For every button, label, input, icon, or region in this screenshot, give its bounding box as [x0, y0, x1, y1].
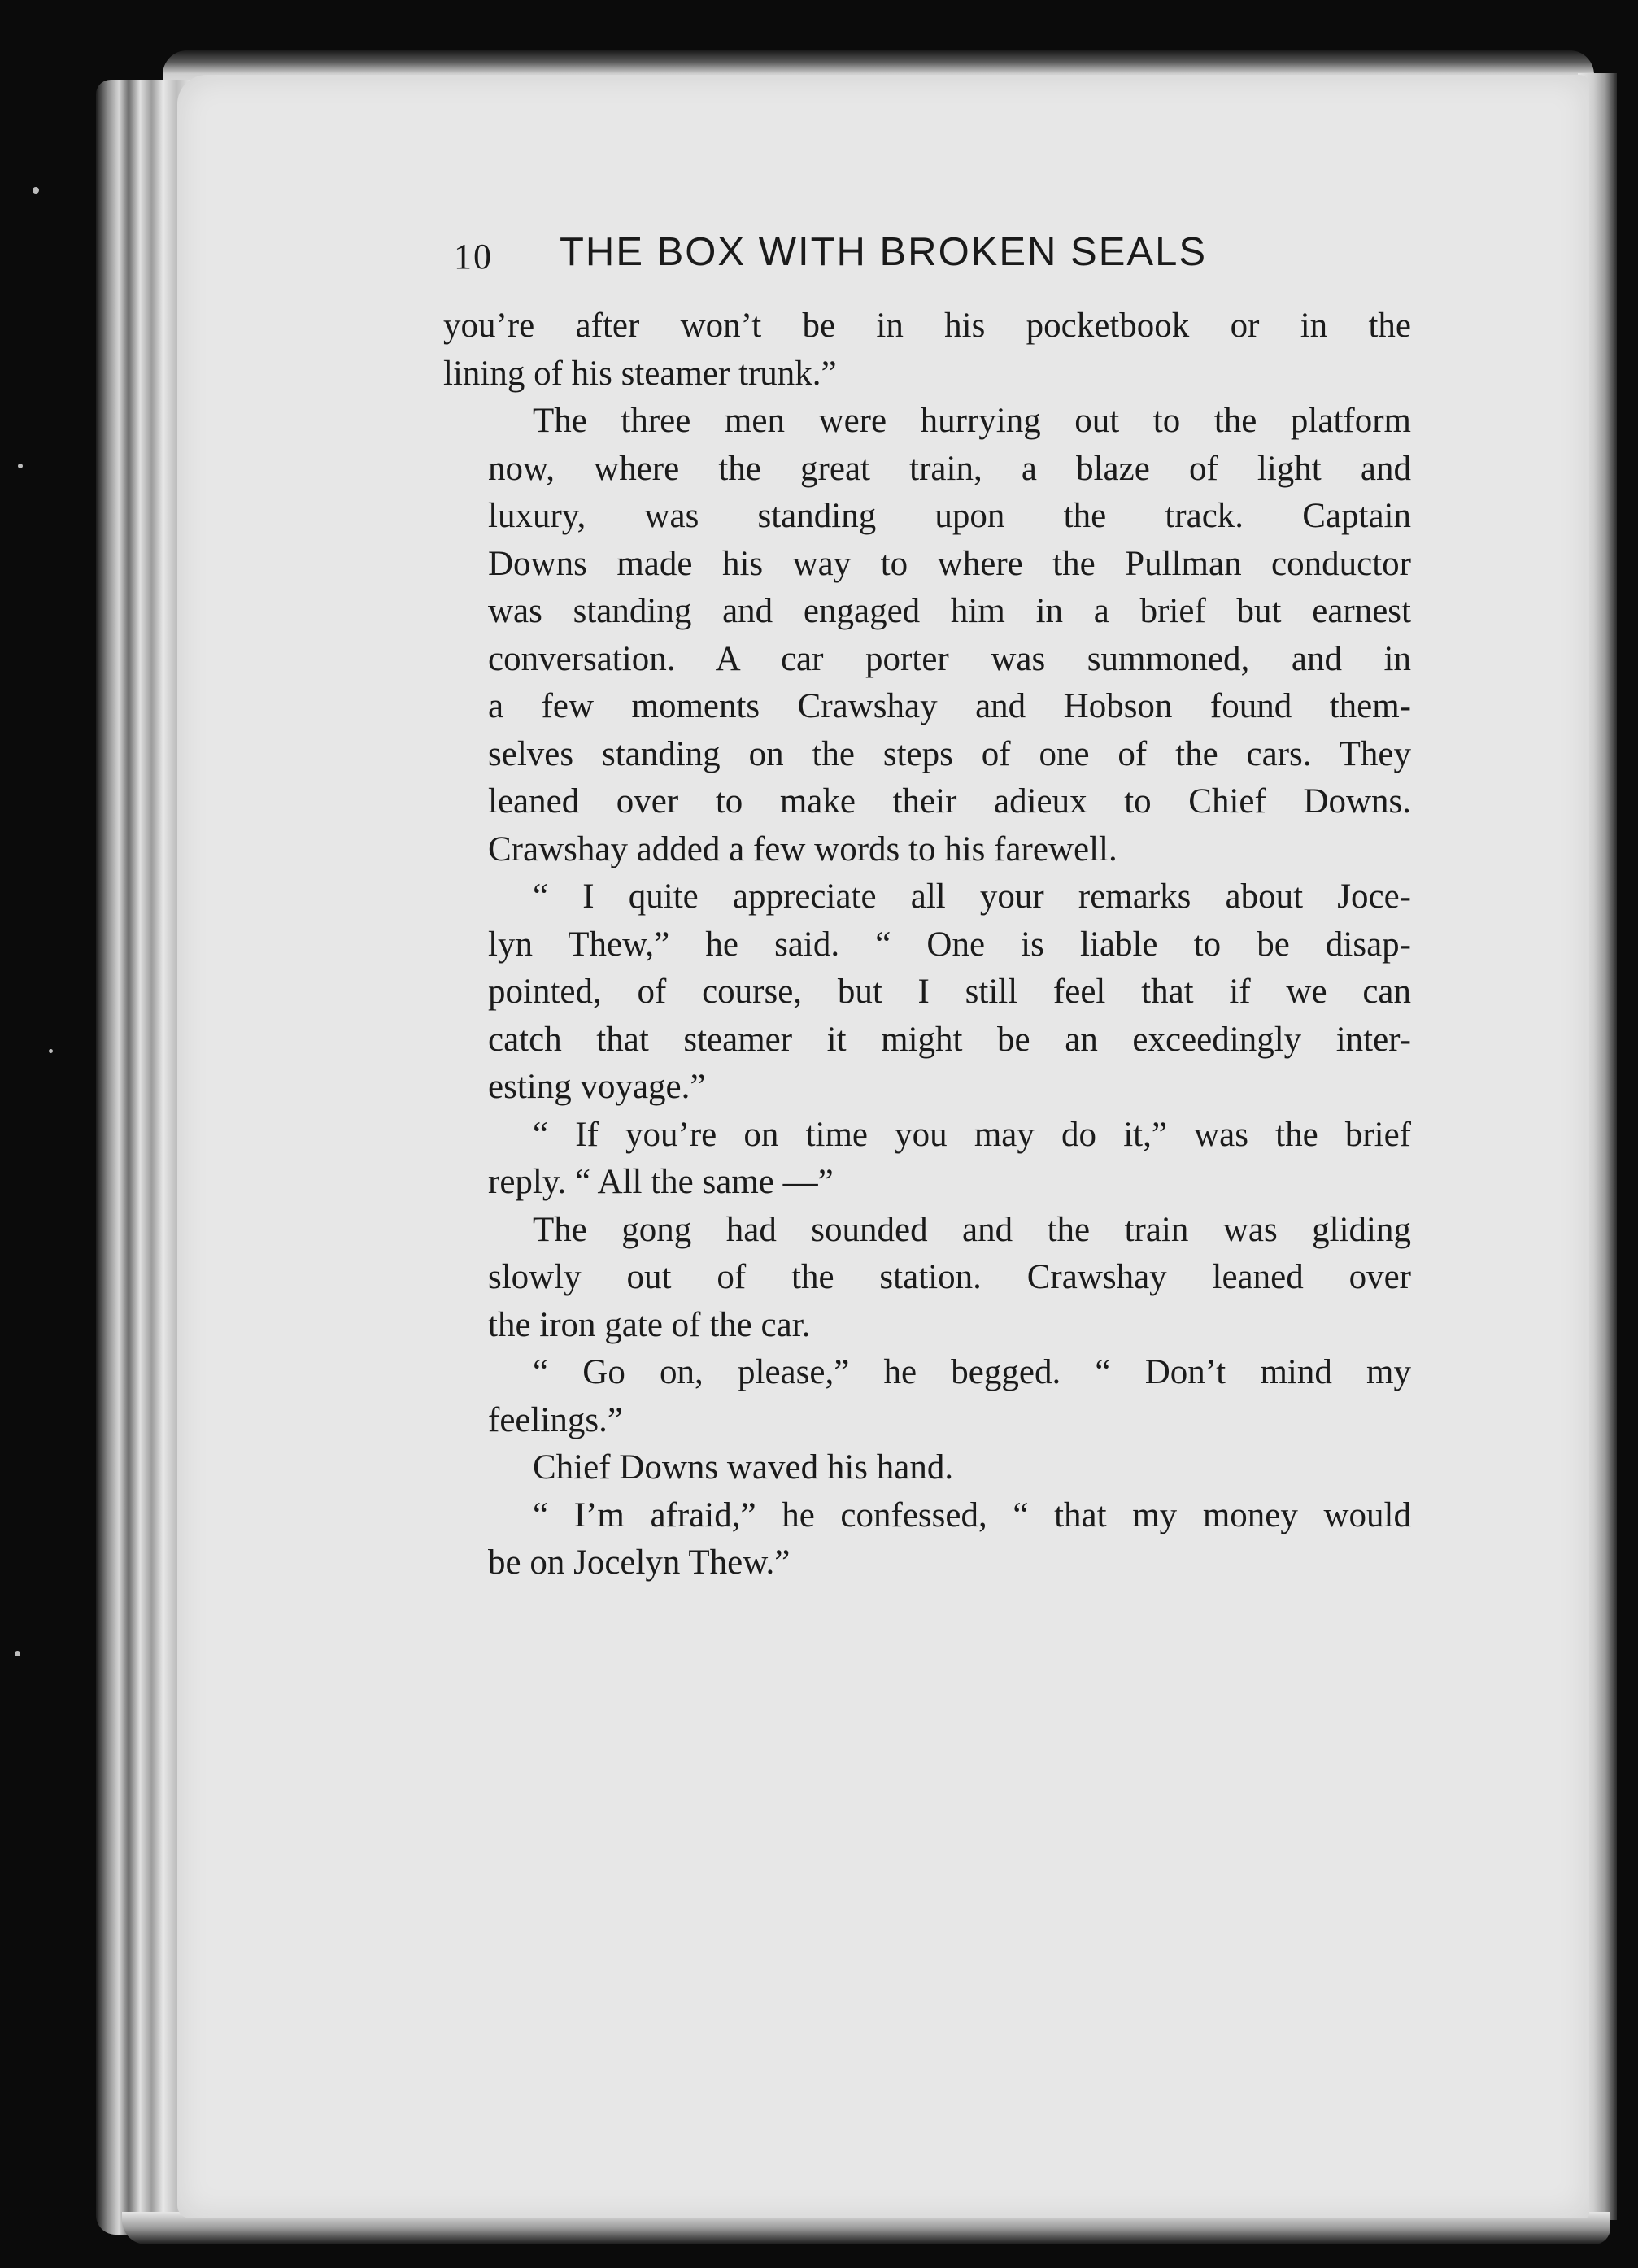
paragraph	[443, 873, 1411, 1112]
dust-speck	[33, 187, 39, 194]
text-line: selves standing on the steps of one of the cars. They	[488, 734, 1411, 773]
text-line: esting voyage.”	[488, 1068, 706, 1106]
paragraph	[443, 1112, 1411, 1207]
body-text	[443, 303, 1411, 1587]
running-header	[454, 229, 1316, 286]
text-line: conversation. A car porter was summoned, and in	[488, 639, 1411, 678]
paragraph	[443, 1444, 1411, 1492]
text-line: lyn Thew,” he said. “ One is liable to be disap-	[488, 925, 1411, 964]
text-line: “ I’m afraid,” he confessed, “ that my money would	[533, 1495, 1411, 1534]
text-line: Crawshay added a few words to his farewell.	[488, 829, 1117, 868]
text-line: you’re after won’t be in his pocketbook or in the	[443, 307, 1411, 345]
text-line: leaned over to make their adieux to Chief Downs.	[488, 782, 1411, 821]
text-line: lining of his steamer trunk.”	[443, 354, 837, 393]
text-line: luxury, was standing upon the track. Captain	[488, 497, 1411, 535]
text-line: The three men were hurrying out to the platform	[533, 402, 1411, 440]
text-line: reply. “ All the same —”	[488, 1163, 834, 1201]
text-line: slowly out of the station. Crawshay leaned over	[488, 1258, 1411, 1296]
paragraph	[443, 398, 1411, 873]
dust-speck	[15, 1651, 20, 1656]
text-line: the iron gate of the car.	[488, 1305, 811, 1344]
text-line: now, where the great train, a blaze of light and	[488, 449, 1411, 488]
text-line: catch that steamer it might be an exceedingly inter-	[488, 1020, 1411, 1059]
dust-speck	[49, 1049, 53, 1053]
paragraph	[443, 1349, 1411, 1444]
text-line: “ Go on, please,” he begged. “ Don’t mind my	[533, 1353, 1411, 1391]
page-number: 10	[454, 237, 493, 276]
text-line: “ If you’re on time you may do it,” was the brief	[533, 1115, 1411, 1154]
text-line: a few moments Crawshay and Hobson found them-	[488, 687, 1411, 725]
paragraph	[443, 1207, 1411, 1350]
text-line: “ I quite appreciate all your remarks about Joce-	[533, 877, 1411, 916]
text-line: Downs made his way to where the Pullman conductor	[488, 544, 1411, 583]
text-line: pointed, of course, but I still feel that if we can	[488, 973, 1411, 1011]
running-title: THE BOX WITH BROKEN SEALS	[560, 230, 1208, 274]
text-line: was standing and engaged him in a brief but earnest	[488, 592, 1411, 630]
text-line: The gong had sounded and the train was gliding	[533, 1210, 1411, 1249]
text-line: be on Jocelyn Thew.”	[488, 1543, 791, 1582]
text-line: Chief Downs waved his hand.	[533, 1448, 954, 1487]
text-line: feelings.”	[488, 1400, 623, 1439]
paragraph	[443, 303, 1411, 398]
paragraph	[443, 1492, 1411, 1587]
dust-speck	[18, 464, 23, 468]
